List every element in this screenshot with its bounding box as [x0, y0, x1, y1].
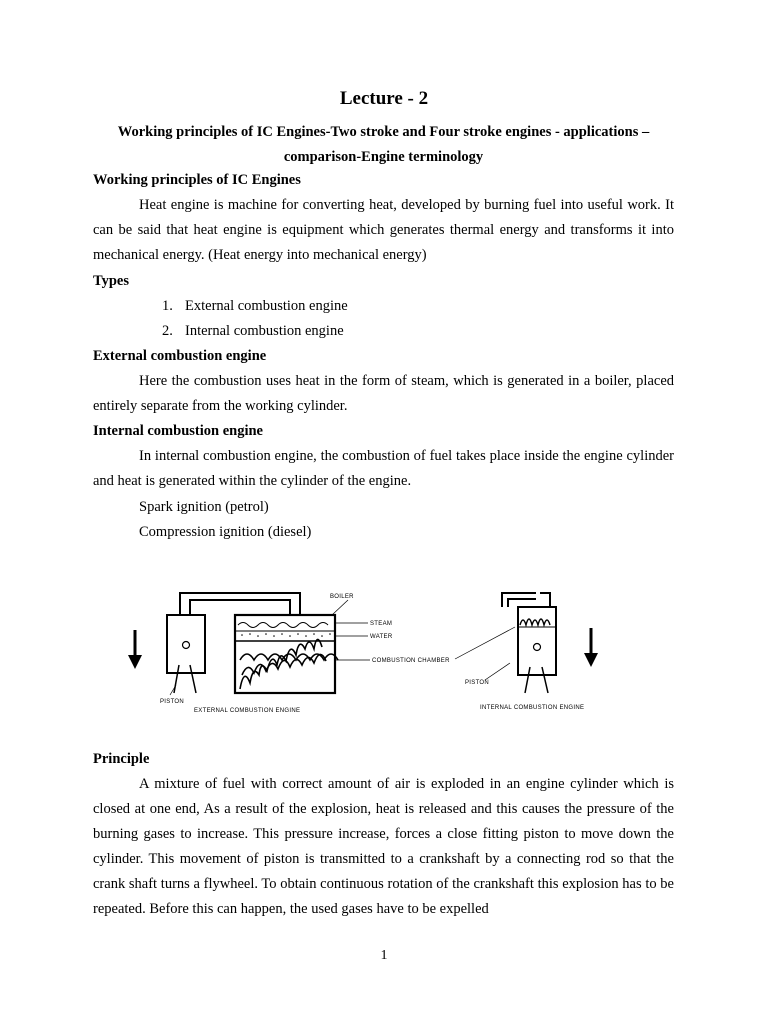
boiler — [235, 615, 338, 693]
heading-types: Types — [93, 273, 129, 289]
down-arrow-icon — [128, 630, 142, 669]
label-combustion-chamber: COMBUSTION CHAMBER — [372, 658, 450, 664]
external-cylinder — [167, 615, 205, 693]
paragraph-internal-combustion: In internal combustion engine, the combustion of fuel takes place inside the engine cylinder and heat is generated within the cylinder of the engine. — [93, 448, 674, 489]
engine-diagram — [120, 585, 620, 720]
label-steam: STEAM — [370, 621, 393, 627]
heading-principle: Principle — [93, 751, 150, 767]
subtype-compression-ignition: Compression ignition (diesel) — [139, 524, 312, 540]
down-arrow-icon — [584, 628, 598, 667]
list-item — [162, 294, 348, 319]
paragraph-working-principles: Heat engine is machine for converting heat, developed by burning fuel into useful work. It can be said that heat engine is equipment which generates thermal energy and transforms it into mechanical energy. (Heat energy into mechanical energy) — [93, 197, 674, 263]
list-item — [162, 319, 344, 344]
paragraph-external-combustion: Here the combustion uses heat in the form of steam, which is generated in a boiler, placed entirely separate from the working cylinder. — [93, 373, 674, 414]
list-item-text: Internal combustion engine — [185, 323, 344, 339]
label-boiler: BOILER — [330, 594, 354, 600]
heading-working-principles: Working principles of IC Engines — [93, 172, 301, 188]
list-item-number: 2. — [162, 323, 173, 339]
label-piston-left: PISTON — [160, 699, 185, 705]
list-item-number: 1. — [162, 298, 173, 314]
label-piston-right: PISTON — [465, 680, 490, 686]
subtype-spark-ignition: Spark ignition (petrol) — [139, 499, 269, 515]
page-subtitle: Working principles of IC Engines-Two stroke and Four stroke engines - applications – comparison-Engine terminology — [117, 124, 650, 165]
engine-comparison-figure — [120, 585, 620, 720]
steam-pipe — [180, 593, 300, 615]
internal-cylinder — [502, 593, 556, 693]
list-item-text: External combustion engine — [185, 298, 348, 314]
leader-lines — [170, 600, 515, 695]
caption-internal-engine: INTERNAL COMBUSTION ENGINE — [480, 705, 585, 711]
label-water: WATER — [370, 634, 393, 640]
heading-internal-combustion: Internal combustion engine — [93, 423, 263, 439]
page-number: 1 — [380, 948, 388, 963]
heading-external-combustion: External combustion engine — [93, 348, 267, 364]
page-title: Lecture - 2 — [339, 88, 429, 109]
caption-external-engine: EXTERNAL COMBUSTION ENGINE — [194, 708, 301, 714]
paragraph-principle: A mixture of fuel with correct amount of air is exploded in an engine cylinder which is closed at one end, As a result of the explosion, heat is released and this causes the pressure of the burning gases to increase. This pressure increase, forces a close fitting piston to move down the cylinder. This movement of piston is transmitted to a crankshaft by a connecting rod so that the crank shaft turns a flywheel. To obtain continuous rotation of the crankshaft this explosion has to be repeated. Before this can happen, the used gases have to be expelled — [93, 776, 674, 917]
